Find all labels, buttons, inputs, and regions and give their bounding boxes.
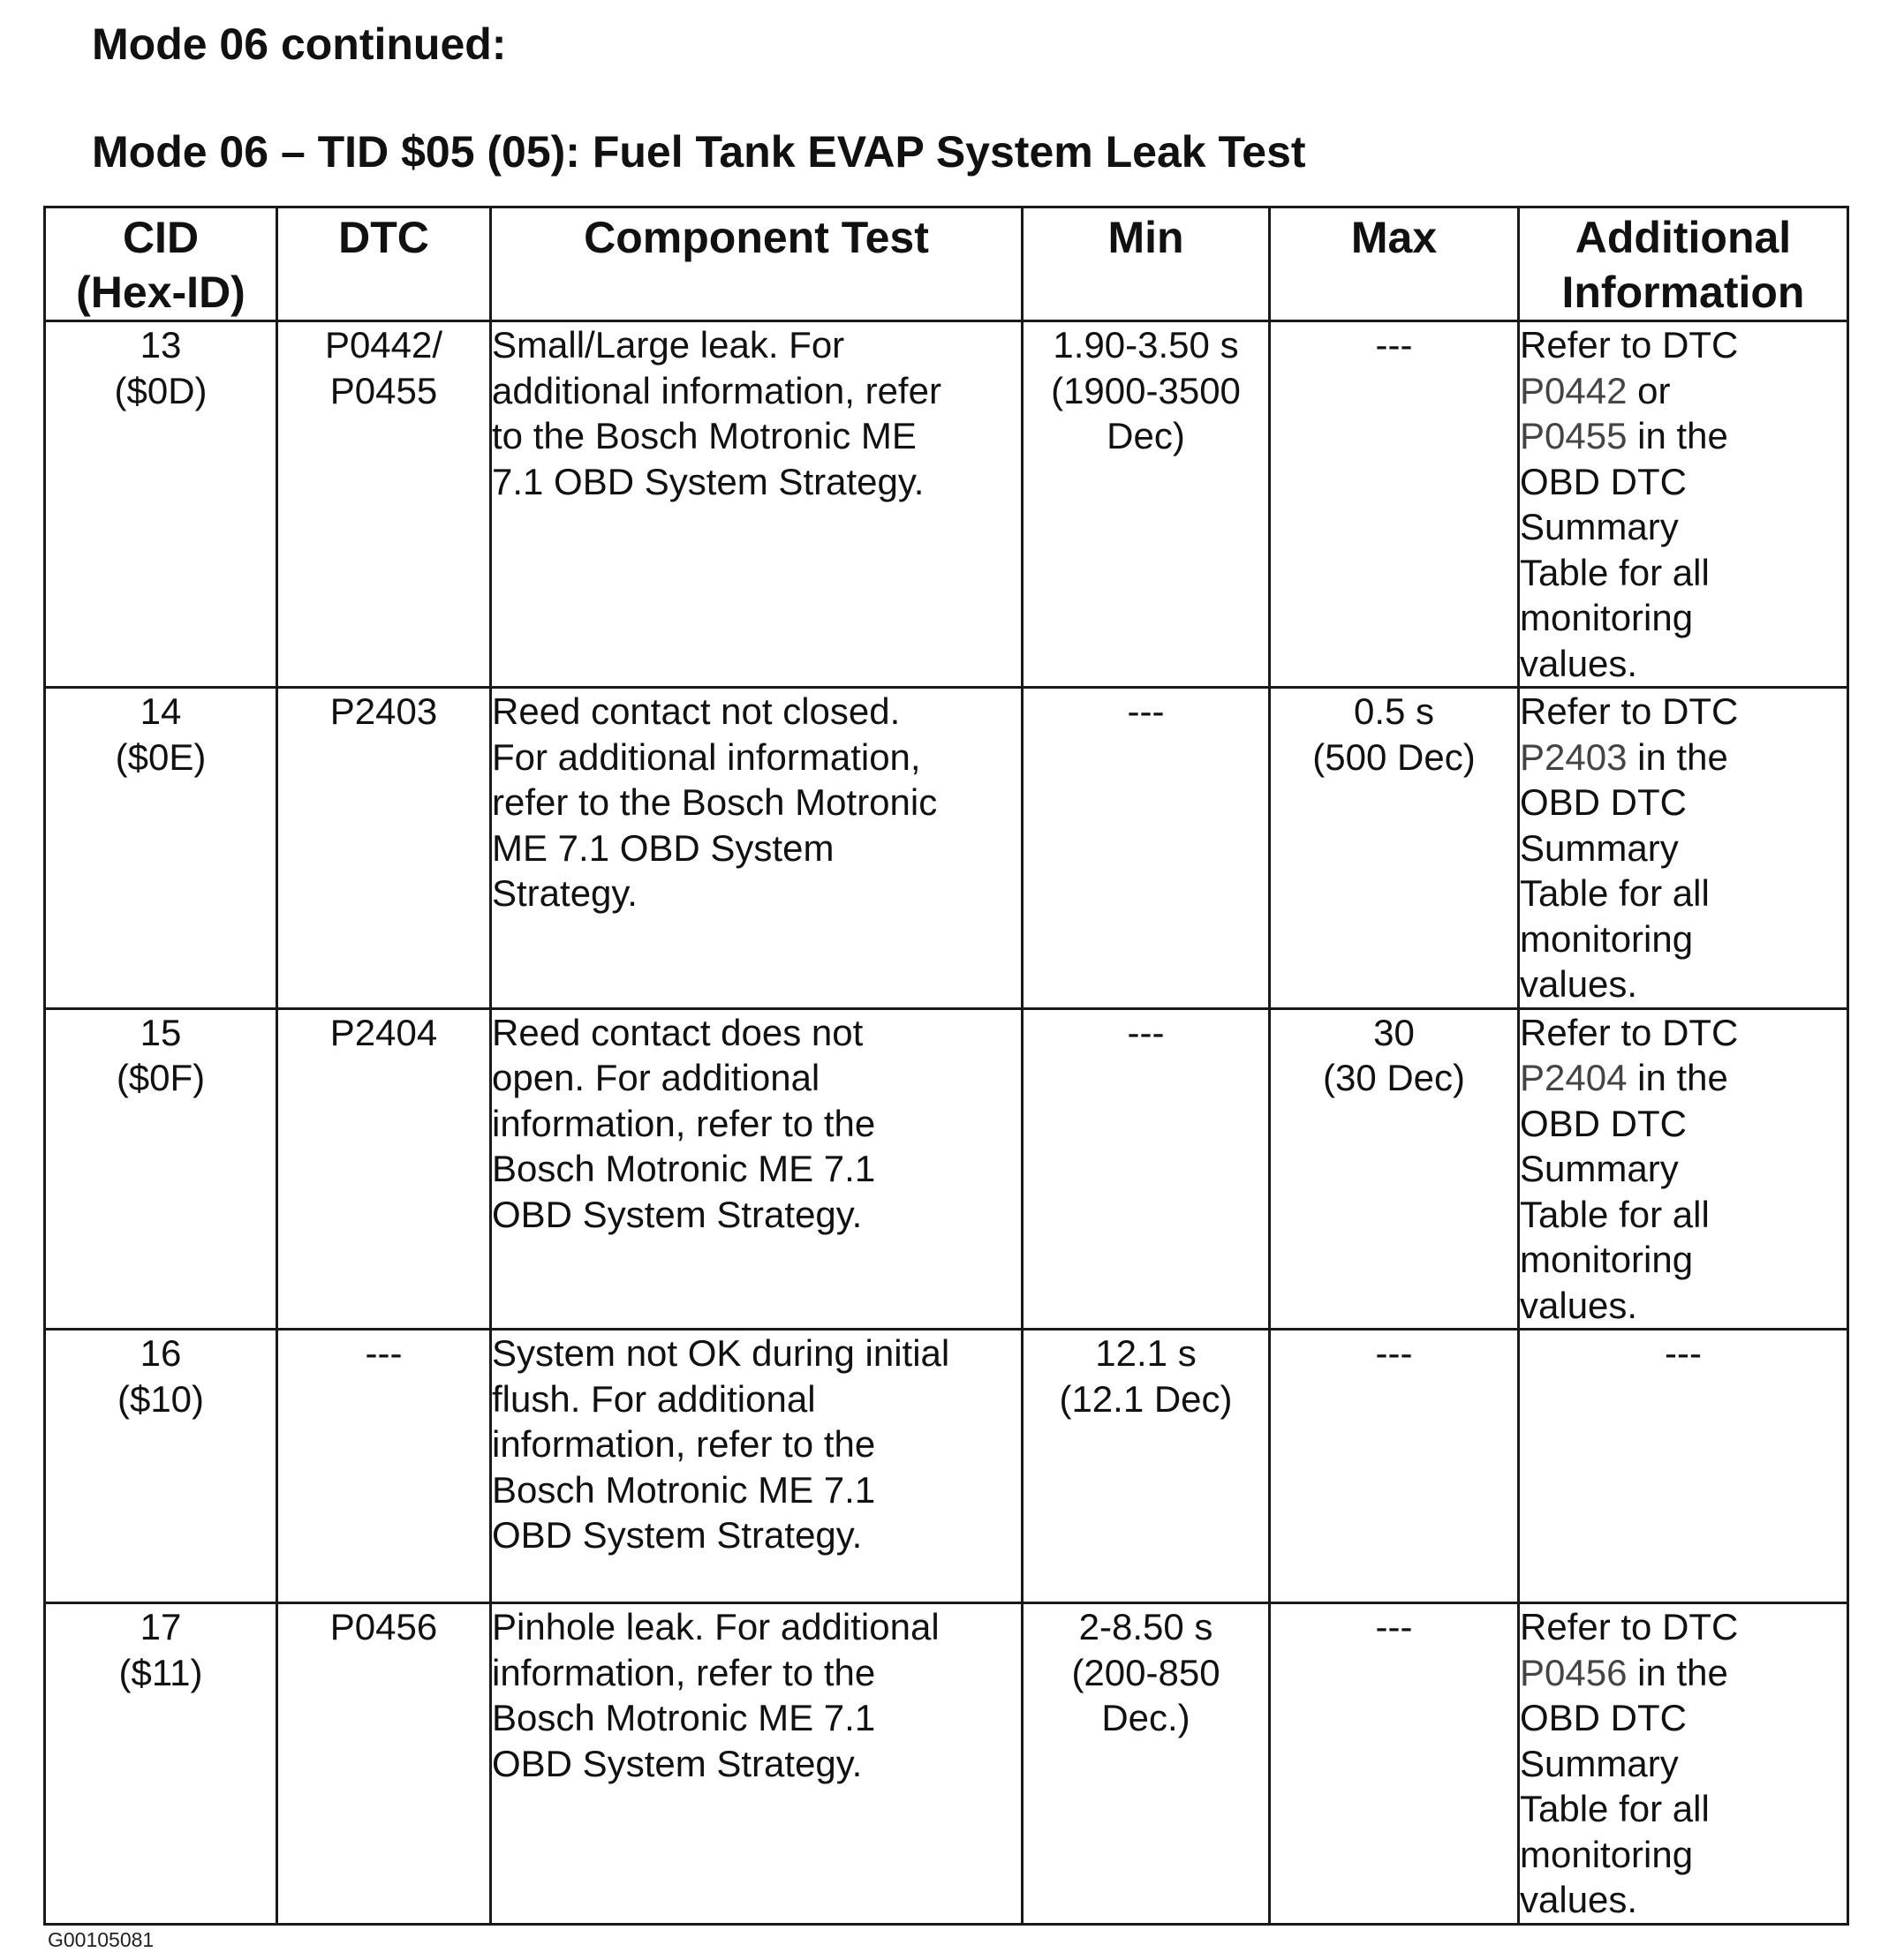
info-text-line: Table for all — [1520, 551, 1710, 593]
table-row — [45, 1008, 1848, 1330]
cid-cell — [45, 688, 277, 1009]
column-header-cid — [45, 207, 277, 321]
component-text-line: OBD System Strategy. — [492, 1193, 863, 1235]
cid-value: 13 — [140, 324, 182, 366]
component-text-line: OBD System Strategy. — [492, 1742, 863, 1784]
info-joiner: or — [1637, 369, 1671, 411]
max-value-line: (30 Dec) — [1322, 1057, 1466, 1098]
table-row — [45, 321, 1848, 688]
table-row — [45, 688, 1848, 1009]
dtc-code: P0456 — [329, 1606, 438, 1647]
column-header-cid-line: CID — [122, 213, 200, 262]
component-text-line: Reed contact not closed. — [492, 690, 901, 732]
info-joiner: in the — [1637, 1651, 1728, 1693]
cid-value: 16 — [140, 1332, 182, 1374]
cid-hex: ($0D) — [114, 369, 208, 411]
component-text-line: Pinhole leak. For additional — [492, 1606, 940, 1647]
min-cell — [1023, 1330, 1270, 1603]
info-text-line: monitoring — [1520, 597, 1694, 638]
info-text-line: Refer to DTC — [1520, 324, 1739, 366]
info-text-line: values. — [1520, 642, 1638, 684]
component-text-line: Bosch Motronic ME 7.1 — [492, 1697, 876, 1738]
additional-info-cell — [1519, 688, 1848, 1009]
dtc-cell — [277, 688, 491, 1009]
table-header-row — [45, 207, 1848, 321]
table-title: Mode 06 – TID $05 (05): Fuel Tank EVAP System Leak Test — [92, 127, 1306, 177]
info-text-line: monitoring — [1520, 1239, 1694, 1280]
dtc-cell — [277, 1603, 491, 1925]
cid-cell — [45, 1008, 277, 1330]
additional-info-cell — [1519, 1330, 1848, 1603]
max-value-line: (500 Dec) — [1312, 735, 1476, 778]
cid-cell — [45, 321, 277, 688]
info-text-line: OBD DTC — [1520, 1102, 1687, 1144]
max-value-line: 0.5 s — [1353, 690, 1435, 732]
component-text-line: ME 7.1 OBD System — [492, 826, 835, 869]
column-header-component-test: Component Test — [491, 207, 1023, 321]
component-test-cell — [491, 1603, 1023, 1925]
info-text-line — [1520, 735, 1847, 780]
table-row — [45, 1603, 1848, 1925]
dtc-reference: P0455 — [1520, 415, 1628, 456]
min-value-line: Dec) — [1107, 415, 1185, 456]
component-text-line: OBD System Strategy. — [492, 1514, 863, 1556]
info-text-line — [1520, 368, 1847, 414]
cid-hex: ($0F) — [116, 1057, 206, 1098]
cid-value: 14 — [140, 690, 182, 732]
info-text-line: Summary — [1520, 826, 1679, 869]
info-joiner: in the — [1637, 415, 1728, 456]
column-header-additional-information — [1519, 207, 1848, 321]
min-value-line: 2-8.50 s — [1078, 1606, 1213, 1647]
component-text-line: Reed contact does not — [492, 1011, 864, 1053]
max-cell — [1270, 1008, 1519, 1330]
dtc-reference: P2404 — [1520, 1057, 1628, 1098]
component-text-line: System not OK during initial — [492, 1332, 950, 1374]
min-value-line: (200-850 — [1071, 1651, 1220, 1693]
max-value-line: 30 — [1373, 1011, 1415, 1053]
component-text-line: to the Bosch Motronic ME — [492, 415, 917, 456]
column-header-dtc: DTC — [277, 207, 491, 321]
cid-cell — [45, 1330, 277, 1603]
info-text-line: values. — [1520, 1879, 1638, 1920]
cid-cell — [45, 1603, 277, 1925]
table-row — [45, 1330, 1848, 1603]
column-header-max: Max — [1270, 207, 1519, 321]
info-text-line: OBD DTC — [1520, 460, 1687, 502]
dtc-reference: P0442 — [1520, 369, 1628, 411]
cid-value: 15 — [140, 1011, 182, 1053]
additional-info-cell — [1519, 1008, 1848, 1330]
component-text-line: For additional information, — [492, 735, 921, 778]
info-text-line: Refer to DTC — [1520, 690, 1739, 732]
info-text-line: values. — [1520, 1284, 1638, 1326]
info-text-line: Table for all — [1520, 1193, 1710, 1235]
column-header-min: Min — [1023, 207, 1270, 321]
dtc-code: P0442/ — [324, 324, 443, 366]
info-text-line: Summary — [1520, 1148, 1679, 1189]
dtc-reference: P0456 — [1520, 1651, 1628, 1693]
max-cell — [1270, 688, 1519, 1009]
info-joiner: in the — [1637, 1057, 1728, 1098]
min-value-line: Dec.) — [1101, 1697, 1190, 1738]
component-test-cell — [491, 1330, 1023, 1603]
dtc-code: P0455 — [329, 369, 438, 411]
min-value-line: --- — [1127, 1011, 1165, 1053]
component-test-cell — [491, 321, 1023, 688]
info-text-line — [1520, 413, 1847, 459]
info-text-line: Refer to DTC — [1520, 1011, 1739, 1053]
max-value-line: --- — [1375, 1332, 1413, 1374]
min-value-line: --- — [1127, 690, 1165, 732]
column-header-cid-line: (Hex-ID) — [76, 268, 246, 317]
component-text-line: flush. For additional — [492, 1377, 816, 1420]
info-text-line: Table for all — [1520, 872, 1710, 914]
info-text-line: --- — [1665, 1332, 1702, 1374]
figure-id-label: G00105081 — [48, 1928, 155, 1951]
min-cell — [1023, 688, 1270, 1009]
component-text-line: additional information, refer — [492, 369, 941, 411]
info-text-line: monitoring — [1520, 1833, 1694, 1875]
min-cell — [1023, 1008, 1270, 1330]
info-text-line — [1520, 1055, 1847, 1101]
max-cell — [1270, 1330, 1519, 1603]
max-value-line: --- — [1375, 1606, 1413, 1647]
min-value-line: (1900-3500 — [1051, 369, 1241, 411]
component-text-line: Small/Large leak. For — [492, 324, 845, 366]
component-test-cell — [491, 1008, 1023, 1330]
component-text-line: Bosch Motronic ME 7.1 — [492, 1468, 876, 1511]
cid-hex: ($0E) — [115, 735, 207, 778]
min-cell — [1023, 321, 1270, 688]
info-text-line: OBD DTC — [1520, 1697, 1687, 1738]
min-value-line: 12.1 s — [1095, 1332, 1197, 1374]
info-joiner: in the — [1637, 735, 1728, 778]
dtc-code: P2404 — [329, 1011, 438, 1053]
dtc-code: --- — [365, 1332, 403, 1374]
max-cell — [1270, 321, 1519, 688]
column-header-info-line: Information — [1561, 268, 1805, 317]
min-value-line: 1.90-3.50 s — [1053, 324, 1239, 366]
dtc-cell — [277, 321, 491, 688]
info-text-line: Table for all — [1520, 1788, 1710, 1829]
column-header-info-line: Additional — [1575, 213, 1792, 262]
cid-hex: ($11) — [118, 1651, 203, 1693]
info-text-line: OBD DTC — [1520, 781, 1687, 823]
info-text-line: Summary — [1520, 1742, 1679, 1784]
info-text-line: Refer to DTC — [1520, 1606, 1739, 1647]
evap-leak-test-table — [43, 206, 1849, 1926]
component-text-line: information, refer to the — [492, 1423, 876, 1465]
component-text-line: Strategy. — [492, 872, 638, 914]
component-text-line: information, refer to the — [492, 1651, 876, 1693]
info-text-line: Summary — [1520, 506, 1679, 547]
dtc-cell — [277, 1008, 491, 1330]
dtc-code: P2403 — [329, 690, 438, 732]
component-text-line: open. For additional — [492, 1057, 820, 1098]
component-text-line: information, refer to the — [492, 1102, 876, 1144]
page-heading-continued: Mode 06 continued: — [92, 19, 507, 69]
additional-info-cell — [1519, 321, 1848, 688]
additional-info-cell — [1519, 1603, 1848, 1925]
component-text-line: Bosch Motronic ME 7.1 — [492, 1148, 876, 1189]
dtc-reference: P2403 — [1520, 735, 1628, 778]
min-value-line: (12.1 Dec) — [1059, 1377, 1233, 1420]
min-cell — [1023, 1603, 1270, 1925]
max-cell — [1270, 1603, 1519, 1925]
info-text-line: monitoring — [1520, 917, 1694, 960]
cid-hex: ($10) — [117, 1377, 205, 1420]
component-test-cell — [491, 688, 1023, 1009]
component-text-line: refer to the Bosch Motronic — [492, 781, 938, 823]
max-value-line: --- — [1375, 324, 1413, 366]
dtc-cell — [277, 1330, 491, 1603]
cid-value: 17 — [140, 1606, 182, 1647]
info-text-line: values. — [1520, 963, 1638, 1005]
info-text-line — [1520, 1650, 1847, 1696]
component-text-line: 7.1 OBD System Strategy. — [492, 460, 925, 502]
